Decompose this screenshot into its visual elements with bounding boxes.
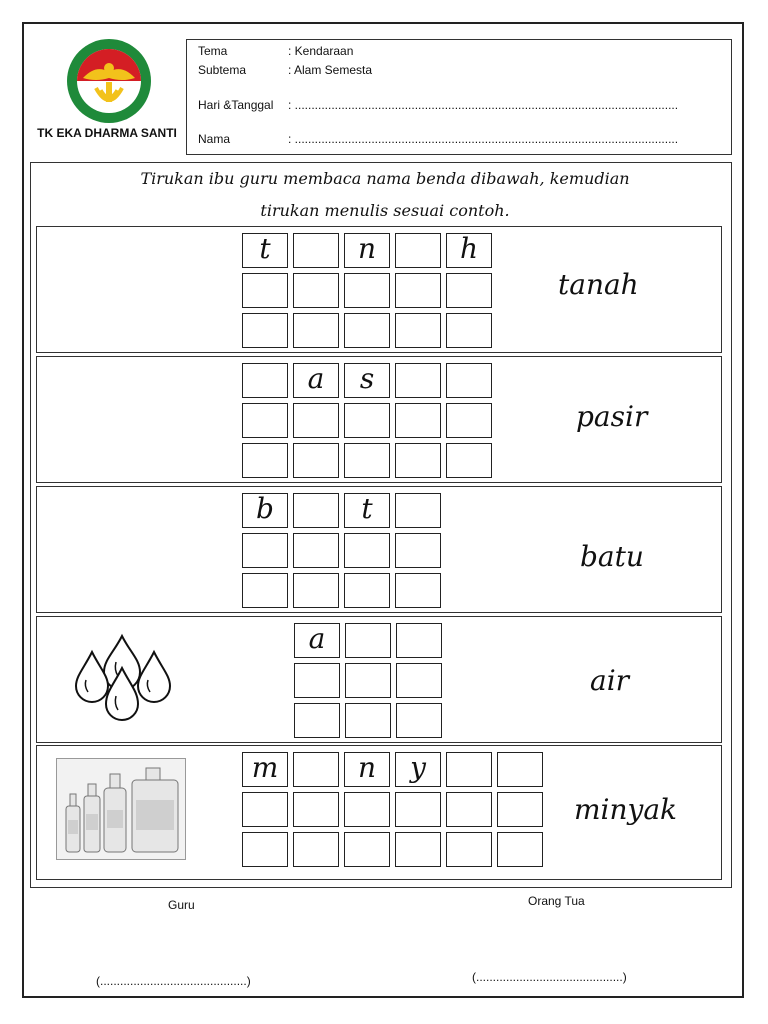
- letter-box-practice[interactable]: [242, 832, 288, 867]
- letter-box-practice[interactable]: [293, 443, 339, 478]
- letter-box-practice[interactable]: [345, 663, 391, 698]
- subtema-label: Subtema: [198, 63, 247, 77]
- letter-box-practice[interactable]: [395, 403, 441, 438]
- letter-box-example[interactable]: a: [293, 363, 339, 398]
- instruction-line-1: Tirukan ibu guru membaca nama benda dibawah, kemudian: [140, 169, 630, 188]
- letter-box-practice[interactable]: [344, 403, 390, 438]
- letter-box-example[interactable]: [396, 623, 442, 658]
- letter-box-practice[interactable]: [293, 273, 339, 308]
- letter-box-practice[interactable]: [242, 403, 288, 438]
- letter-box-practice[interactable]: [293, 313, 339, 348]
- letter-box-example[interactable]: b: [242, 493, 288, 528]
- nama-field[interactable]: : ...................................................................................................................: [288, 132, 679, 146]
- tema-label: Tema: [198, 44, 228, 58]
- letter-box-practice[interactable]: [446, 792, 492, 827]
- letter-box-example[interactable]: m: [242, 752, 288, 787]
- letter-box-practice[interactable]: [293, 533, 339, 568]
- letter-box-example[interactable]: n: [344, 233, 390, 268]
- nama-label: Nama: [198, 132, 231, 146]
- letter-box-example[interactable]: [446, 363, 492, 398]
- letter-box-example[interactable]: y: [395, 752, 441, 787]
- letter-box-practice[interactable]: [395, 273, 441, 308]
- letter-box-practice[interactable]: [344, 313, 390, 348]
- example-word: minyak: [574, 793, 678, 826]
- letter-box-practice[interactable]: [294, 663, 340, 698]
- guru-signature-line[interactable]: (............................................): [96, 974, 251, 988]
- school-logo: [66, 38, 152, 124]
- letter-box-practice[interactable]: [294, 703, 340, 738]
- letter-box-practice[interactable]: [396, 663, 442, 698]
- letter-box-practice[interactable]: [242, 313, 288, 348]
- example-word: pasir: [576, 400, 648, 433]
- example-word: air: [590, 664, 630, 697]
- instruction-line-2: tirukan menulis sesuai contoh.: [260, 201, 510, 220]
- letter-box-practice[interactable]: [497, 792, 543, 827]
- letter-box-example[interactable]: [446, 752, 492, 787]
- letter-box-practice[interactable]: [395, 792, 441, 827]
- letter-box-example[interactable]: [395, 233, 441, 268]
- letter-box-practice[interactable]: [395, 443, 441, 478]
- letter-box-practice[interactable]: [446, 443, 492, 478]
- letter-box-example[interactable]: h: [446, 233, 492, 268]
- example-word: tanah: [558, 268, 639, 301]
- hari-field[interactable]: : ...................................................................................................................: [288, 98, 679, 112]
- letter-box-example[interactable]: n: [344, 752, 390, 787]
- letter-box-practice[interactable]: [344, 573, 390, 608]
- letter-box-practice[interactable]: [242, 443, 288, 478]
- water-drops-picture: [70, 632, 174, 724]
- letter-box-practice[interactable]: [395, 533, 441, 568]
- letter-box-practice[interactable]: [293, 573, 339, 608]
- example-word: batu: [580, 540, 644, 573]
- letter-box-practice[interactable]: [344, 273, 390, 308]
- letter-box-practice[interactable]: [395, 313, 441, 348]
- letter-box-example[interactable]: [293, 493, 339, 528]
- cooking-oil-bottles-picture: [56, 758, 186, 860]
- subtema-value: : Alam Semesta: [288, 63, 373, 77]
- letter-box-practice[interactable]: [242, 573, 288, 608]
- letter-box-example[interactable]: [497, 752, 543, 787]
- orang-tua-label: Orang Tua: [528, 894, 585, 908]
- letter-box-practice[interactable]: [446, 313, 492, 348]
- letter-box-practice[interactable]: [344, 443, 390, 478]
- letter-box-practice[interactable]: [446, 403, 492, 438]
- tema-value: : Kendaraan: [288, 44, 354, 58]
- letter-box-example[interactable]: a: [294, 623, 340, 658]
- letter-box-practice[interactable]: [242, 792, 288, 827]
- letter-box-practice[interactable]: [395, 573, 441, 608]
- letter-box-example[interactable]: [345, 623, 391, 658]
- letter-box-example[interactable]: t: [344, 493, 390, 528]
- letter-box-practice[interactable]: [345, 703, 391, 738]
- letter-box-example[interactable]: [395, 493, 441, 528]
- letter-box-practice[interactable]: [395, 832, 441, 867]
- letter-box-practice[interactable]: [242, 273, 288, 308]
- letter-box-practice[interactable]: [293, 832, 339, 867]
- letter-box-practice[interactable]: [293, 792, 339, 827]
- letter-box-example[interactable]: [242, 363, 288, 398]
- guru-label: Guru: [168, 898, 195, 912]
- letter-box-practice[interactable]: [396, 703, 442, 738]
- orang-tua-signature-line[interactable]: (............................................): [472, 970, 627, 984]
- letter-box-practice[interactable]: [242, 533, 288, 568]
- letter-box-example[interactable]: s: [344, 363, 390, 398]
- hari-label: Hari &Tanggal: [198, 98, 274, 112]
- school-name: TK EKA DHARMA SANTI: [37, 126, 177, 140]
- letter-box-practice[interactable]: [446, 273, 492, 308]
- letter-box-practice[interactable]: [446, 832, 492, 867]
- letter-box-practice[interactable]: [344, 533, 390, 568]
- letter-box-practice[interactable]: [344, 792, 390, 827]
- letter-box-example[interactable]: [395, 363, 441, 398]
- letter-box-practice[interactable]: [497, 832, 543, 867]
- letter-box-practice[interactable]: [293, 403, 339, 438]
- letter-box-practice[interactable]: [344, 832, 390, 867]
- letter-box-example[interactable]: [293, 233, 339, 268]
- letter-box-example[interactable]: t: [242, 233, 288, 268]
- letter-box-example[interactable]: [293, 752, 339, 787]
